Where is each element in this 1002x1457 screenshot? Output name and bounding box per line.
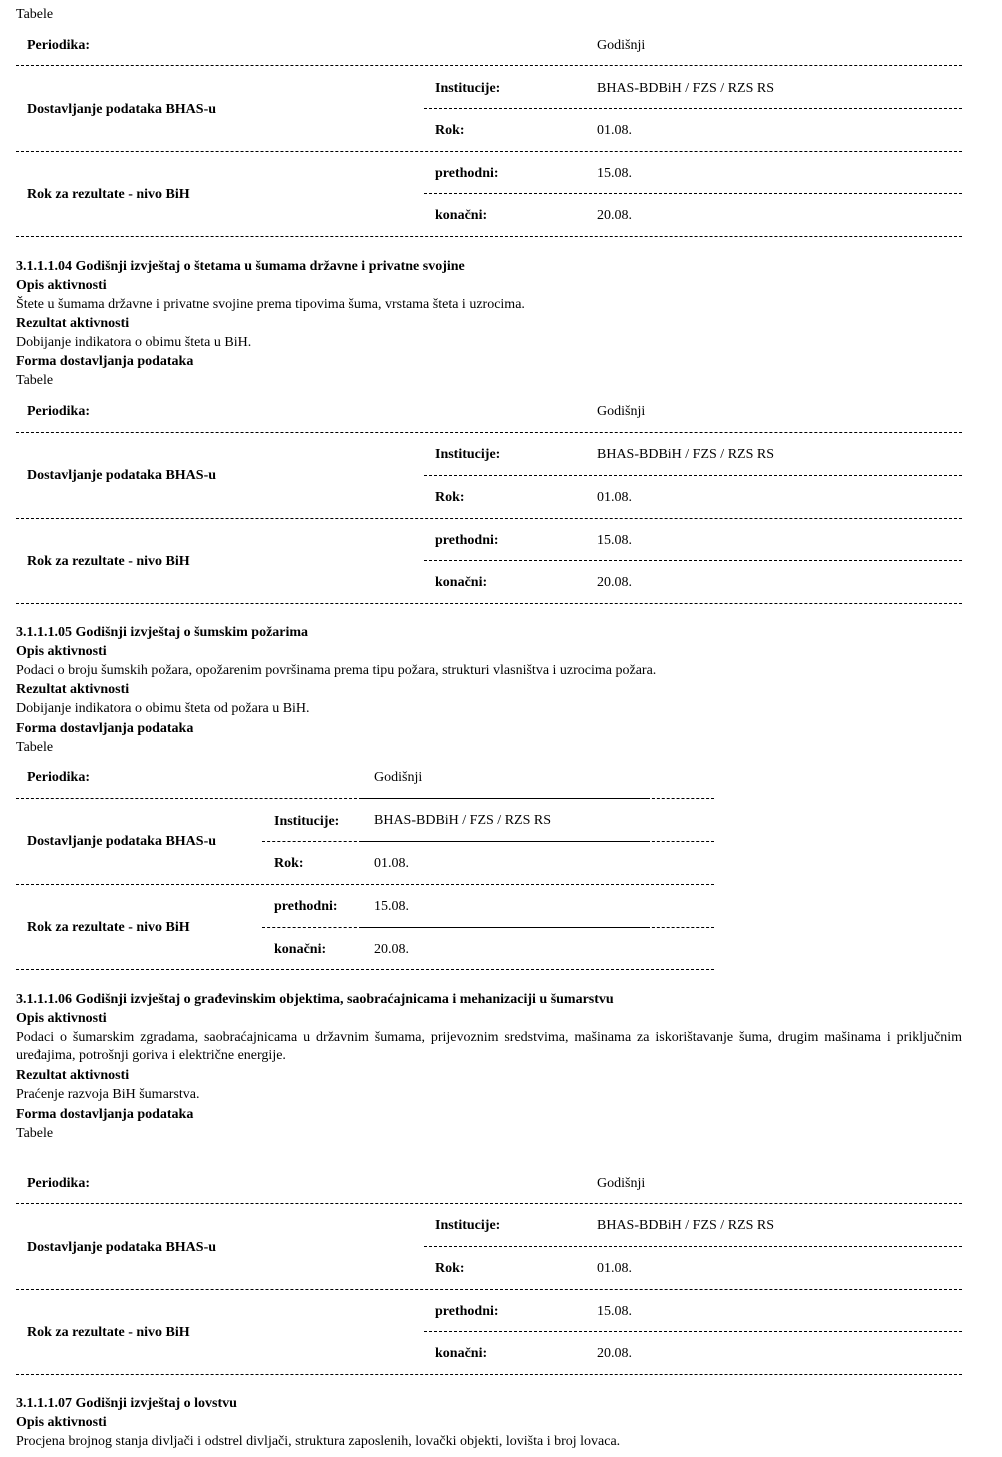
table-divider xyxy=(16,969,714,970)
table-divider xyxy=(424,560,962,561)
periodika-value: Godišnji xyxy=(597,404,646,419)
prethodni-value: 15.08. xyxy=(597,166,632,181)
rok-label: Rok: xyxy=(435,1261,465,1276)
table-divider xyxy=(262,927,362,928)
table-divider xyxy=(262,841,362,842)
rezultat-heading: Rezultat aktivnosti xyxy=(16,1068,130,1083)
rok-label: Rok: xyxy=(274,856,304,871)
dostavljanje-label: Dostavljanje podataka BHAS-u xyxy=(27,834,217,849)
forma-heading: Forma dostavljanja podataka xyxy=(16,1107,194,1122)
table-divider xyxy=(16,151,962,152)
konacni-value: 20.08. xyxy=(597,575,632,590)
table-divider xyxy=(16,432,962,433)
forma-heading: Forma dostavljanja podataka xyxy=(16,721,194,736)
konacni-label: konačni: xyxy=(435,1346,488,1361)
dostavljanje-label: Dostavljanje podataka BHAS-u xyxy=(27,102,217,117)
rezultate-label: Rok za rezultate - nivo BiH xyxy=(27,554,190,569)
rezultate-label: Rok za rezultate - nivo BiH xyxy=(27,920,190,935)
institucije-label: Institucije: xyxy=(435,447,501,462)
opis-text: Procjena brojnog stanja divljači i odstrel divljači, struktura zaposlenih, lovački objekti, lovišta i broj lovaca. xyxy=(16,1434,621,1449)
table-divider xyxy=(362,927,647,928)
opis-heading: Opis aktivnosti xyxy=(16,1011,107,1026)
rok-value: 01.08. xyxy=(374,856,409,871)
forma-text: Tabele xyxy=(16,740,54,755)
rezultat-heading: Rezultat aktivnosti xyxy=(16,682,130,697)
table-divider xyxy=(647,927,714,928)
opis-heading: Opis aktivnosti xyxy=(16,278,107,293)
prethodni-value: 15.08. xyxy=(374,899,409,914)
periodika-value: Godišnji xyxy=(597,1176,646,1191)
table-divider xyxy=(362,841,647,842)
dostavljanje-label: Dostavljanje podataka BHAS-u xyxy=(27,1240,217,1255)
forma-text: Tabele xyxy=(16,373,54,388)
periodika-label: Periodika: xyxy=(27,770,90,785)
table-divider xyxy=(424,108,962,109)
institucije-value: BHAS-BDBiH / FZS / RZS RS xyxy=(597,447,774,462)
table-divider xyxy=(16,603,962,604)
table-divider xyxy=(16,518,962,519)
konacni-value: 20.08. xyxy=(374,942,409,957)
forma-heading: Forma dostavljanja podataka xyxy=(16,354,194,369)
prethodni-label: prethodni: xyxy=(274,899,338,914)
table-divider xyxy=(647,798,714,799)
rezultate-label: Rok za rezultate - nivo BiH xyxy=(27,187,190,202)
table-divider xyxy=(16,884,714,885)
forma-text: Tabele xyxy=(16,1126,54,1141)
rezultat-text: Praćenje razvoja BiH šumarstva. xyxy=(16,1087,200,1102)
konacni-value: 20.08. xyxy=(597,208,632,223)
periodika-value: Godišnji xyxy=(597,38,646,53)
rezultate-label: Rok za rezultate - nivo BiH xyxy=(27,1325,190,1340)
table-divider xyxy=(16,1374,962,1375)
section-title: 3.1.1.1.05 Godišnji izvještaj o šumskim požarima xyxy=(16,625,309,640)
opis-heading: Opis aktivnosti xyxy=(16,644,107,659)
forma-text: Tabele xyxy=(16,7,54,22)
periodika-value: Godišnji xyxy=(374,770,423,785)
table-divider xyxy=(16,798,362,799)
section-title: 3.1.1.1.04 Godišnji izvještaj o štetama u šumama državne i privatne svojine xyxy=(16,259,465,274)
table-divider xyxy=(16,1203,962,1204)
rezultat-heading: Rezultat aktivnosti xyxy=(16,316,130,331)
opis-text: Podaci o broju šumskih požara, opožarenim površinama prema tipu požara, strukturi vlasništva i uzrocima požara. xyxy=(16,663,657,678)
rezultat-text: Dobijanje indikatora o obimu šteta od požara u BiH. xyxy=(16,701,310,716)
section-title: 3.1.1.1.07 Godišnji izvještaj o lovstvu xyxy=(16,1396,237,1411)
periodika-label: Periodika: xyxy=(27,1176,90,1191)
table-divider xyxy=(16,65,962,66)
section-title: 3.1.1.1.06 Godišnji izvještaj o građevinskim objektima, saobraćajnicama i mehanizaciji u šumarstvu xyxy=(16,992,614,1007)
prethodni-label: prethodni: xyxy=(435,1304,499,1319)
opis-heading: Opis aktivnosti xyxy=(16,1415,107,1430)
institucije-value: BHAS-BDBiH / FZS / RZS RS xyxy=(374,813,551,828)
table-divider xyxy=(362,798,647,799)
prethodni-label: prethodni: xyxy=(435,533,499,548)
rok-value: 01.08. xyxy=(597,1261,632,1276)
dostavljanje-label: Dostavljanje podataka BHAS-u xyxy=(27,468,217,483)
institucije-label: Institucije: xyxy=(274,814,340,829)
prethodni-value: 15.08. xyxy=(597,1304,632,1319)
table-divider xyxy=(16,1289,962,1290)
konacni-value: 20.08. xyxy=(597,1346,632,1361)
table-divider xyxy=(424,475,962,476)
institucije-label: Institucije: xyxy=(435,1218,501,1233)
periodika-label: Periodika: xyxy=(27,404,90,419)
institucije-value: BHAS-BDBiH / FZS / RZS RS xyxy=(597,1218,774,1233)
institucije-value: BHAS-BDBiH / FZS / RZS RS xyxy=(597,81,774,96)
institucije-label: Institucije: xyxy=(435,81,501,96)
rezultat-text: Dobijanje indikatora o obimu šteta u BiH. xyxy=(16,335,252,350)
table-divider xyxy=(16,236,962,237)
table-divider xyxy=(424,1246,962,1247)
konacni-label: konačni: xyxy=(435,208,488,223)
opis-text: Podaci o šumarskim zgradama, saobraćajnicama u državnim šumama, prijevoznim sredstvima, mašinama za iskorištavanje šuma, drugim mašinama i priključnim uređajima, potrošnji goriva i električne energije. xyxy=(16,1030,962,1063)
prethodni-label: prethodni: xyxy=(435,166,499,181)
table-divider xyxy=(424,193,962,194)
rok-label: Rok: xyxy=(435,123,465,138)
table-divider xyxy=(424,1331,962,1332)
periodika-label: Periodika: xyxy=(27,38,90,53)
opis-text: Štete u šumama državne i privatne svojine prema tipovima šuma, vrstama šteta i uzrocima. xyxy=(16,297,525,312)
rok-value: 01.08. xyxy=(597,490,632,505)
rok-value: 01.08. xyxy=(597,123,632,138)
konacni-label: konačni: xyxy=(274,942,327,957)
prethodni-value: 15.08. xyxy=(597,533,632,548)
rok-label: Rok: xyxy=(435,490,465,505)
konacni-label: konačni: xyxy=(435,575,488,590)
table-divider xyxy=(647,841,714,842)
